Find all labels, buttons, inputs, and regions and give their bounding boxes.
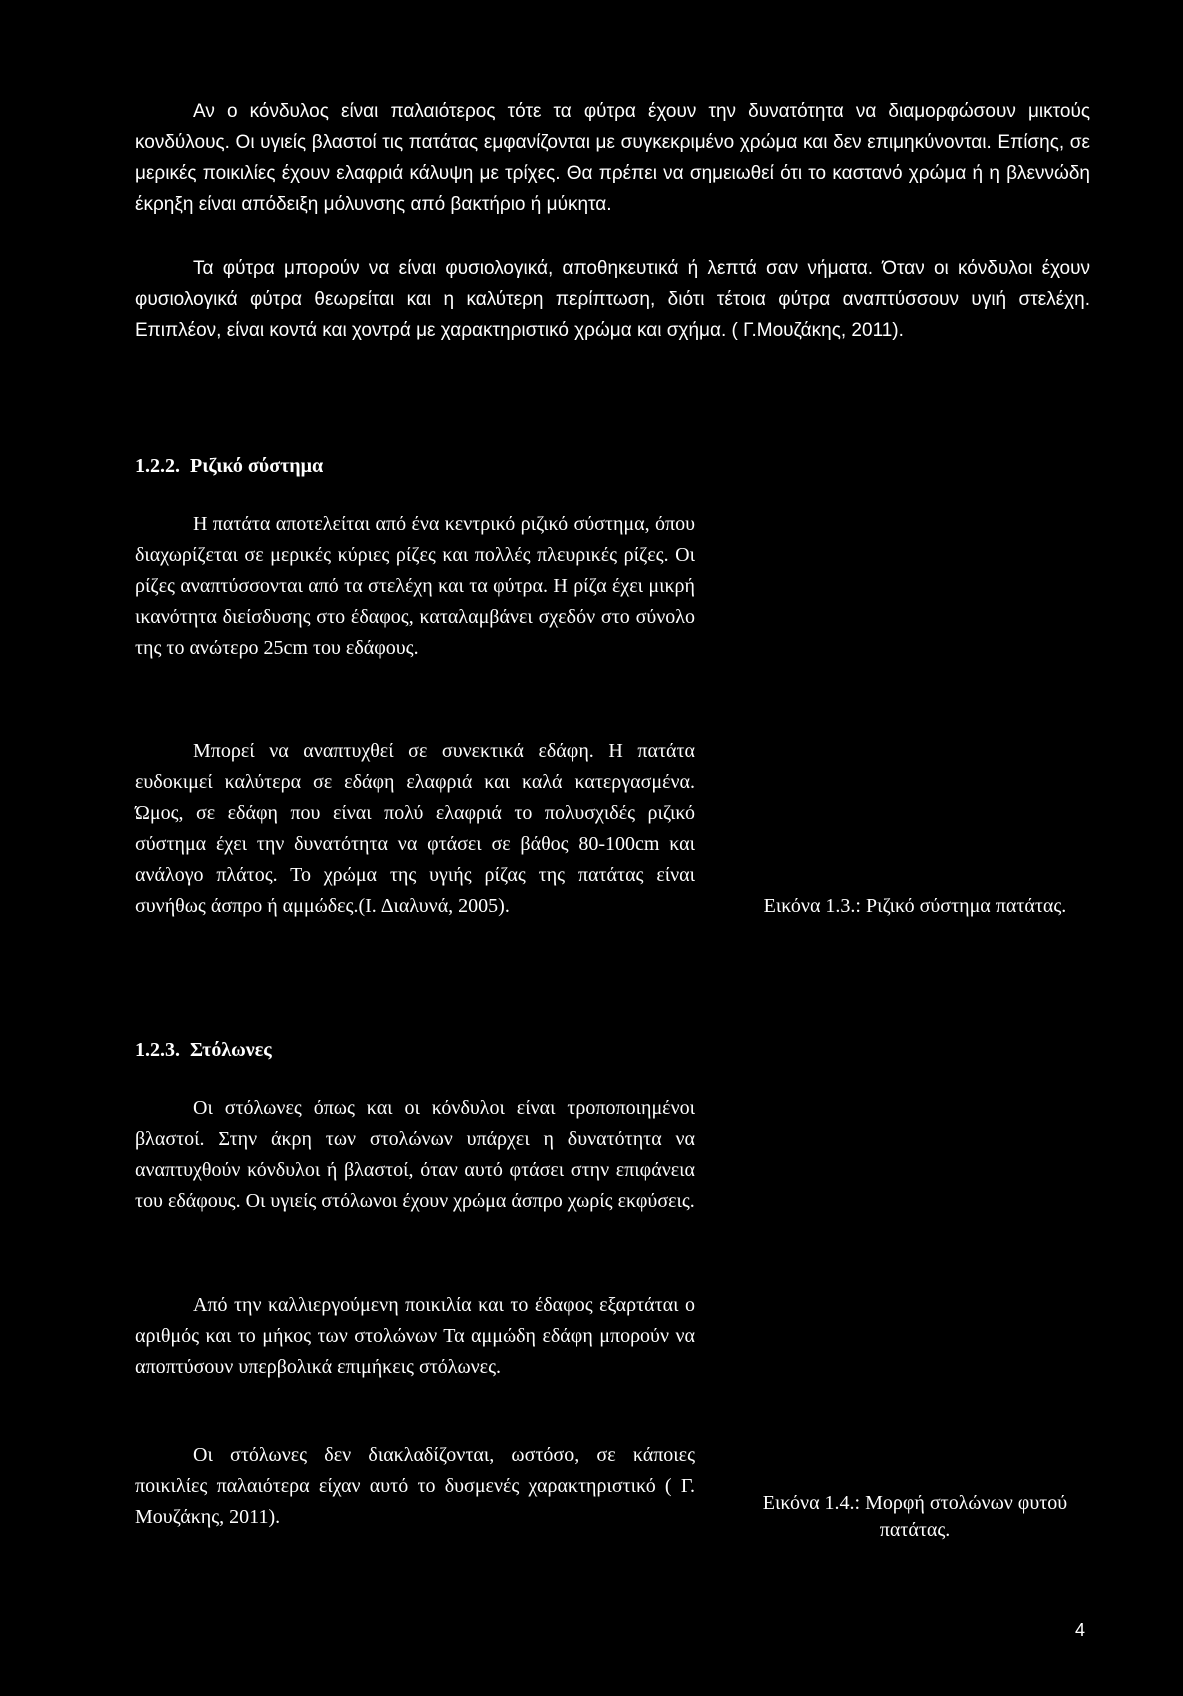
section-heading-root-system bbox=[135, 452, 323, 480]
figure-caption-1-3: Εικόνα 1.3.: Ριζικό σύστημα πατάτας. bbox=[763, 895, 1067, 917]
section-number: 1.2.3. bbox=[135, 1039, 180, 1061]
paragraph-stolons-branching: Οι στόλωνες δεν διακλαδίζονται, ωστόσο, σε κάποιες ποικιλίες παλαιότερα είχαν αυτό το δυσμενές χαρακτηριστικό ( Γ. Μουζάκης, 2011). bbox=[135, 1444, 695, 1528]
section-title: Στόλωνες bbox=[190, 1039, 272, 1061]
figure-caption-1-4: Εικόνα 1.4.: Μορφή στολώνων φυτού πατάτας. bbox=[762, 1492, 1068, 1541]
paragraph-sprouts-age: Αν ο κόνδυλος είναι παλαιότερος τότε τα φύτρα έχουν την δυνατότητα να διαμορφώσουν μικτούς κονδύλους. Οι υγιείς βλαστοί τις πατάτας εμφανίζονται με συγκεκριμένο χρώμα και δεν επιμηκύνονται. Επίσης, σε μερικές ποικιλίες έχουν ελαφριά κάλυψη με τρίχες. Θα πρέπει να σημειωθεί ότι το καστανό χρώμα ή η βλεννώδη έκρηξη είναι απόδειξη μόλυνσης από βακτήριο ή μύκητα. bbox=[135, 101, 1090, 215]
paragraph-root-soil: Μπορεί να αναπτυχθεί σε συνεκτικά εδάφη. Η πατάτα ευδοκιμεί καλύτερα σε εδάφη ελαφριά και καλά κατεργασμένα. Ώμος, σε εδάφη που είναι πολύ ελαφριά το πολυσχιδές ριζικό σύστημα έχει την δυνατότητα να φτάσει σε βάθος 80-100cm και ανάλογο πλάτος. Το χρώμα της υγιής ρίζας της πατάτας είναι συνήθως άσπρο ή αμμώδες.(Ι. Διαλυνά, 2005). bbox=[135, 740, 695, 917]
section-number: 1.2.2. bbox=[135, 455, 180, 477]
section-heading-stolons bbox=[135, 1036, 272, 1064]
page-number: 4 bbox=[1075, 1620, 1086, 1640]
paragraph-stolons-variety: Από την καλλιεργούμενη ποικιλία και το έδαφος εξαρτάται ο αριθμός και το μήκος των στολώνων Τα αμμώδη εδάφη μπορούν να αποπτύσουν υπερβολικά επιμήκεις στόλωνες. bbox=[135, 1294, 695, 1378]
paragraph-sprout-types: Τα φύτρα μπορούν να είναι φυσιολογικά, αποθηκευτικά ή λεπτά σαν νήματα. Όταν οι κόνδυλοι έχουν φυσιολογικά φύτρα θεωρείται και η καλύτερη περίπτωση, διότι τέτοια φύτρα αναπτύσσουν υγιή στελέχη. Επιπλέον, είναι κοντά και χοντρά με χαρακτηριστικό χρώμα και σχήμα. ( Γ.Μουζάκης, 2011). bbox=[135, 258, 1090, 341]
section-title: Ριζικό σύστημα bbox=[190, 455, 324, 477]
paragraph-stolons-definition: Οι στόλωνες όπως και οι κόνδυλοι είναι τροποποιημένοι βλαστοί. Στην άκρη των στολώνων υπάρχει η δυνατότητα να αναπτυχθούν κόνδυλοι ή βλαστοί, όταν αυτό φτάσει στην επιφάνεια του εδάφους. Οι υγιείς στόλωνοι έχουν χρώμα άσπρο χωρίς εκφύσεις. bbox=[135, 1097, 695, 1212]
paragraph-root-structure: Η πατάτα αποτελείται από ένα κεντρικό ριζικό σύστημα, όπου διαχωρίζεται σε μερικές κύριες ρίζες και πολλές πλευρικές ρίζες. Οι ρίζες αναπτύσσονται από τα στελέχη και τα φύτρα. Η ρίζα έχει μικρή ικανότητα διείσδυσης στο έδαφος, καταλαμβάνει σχεδόν στο σύνολο της το ανώτερο 25cm του εδάφους. bbox=[135, 513, 695, 659]
